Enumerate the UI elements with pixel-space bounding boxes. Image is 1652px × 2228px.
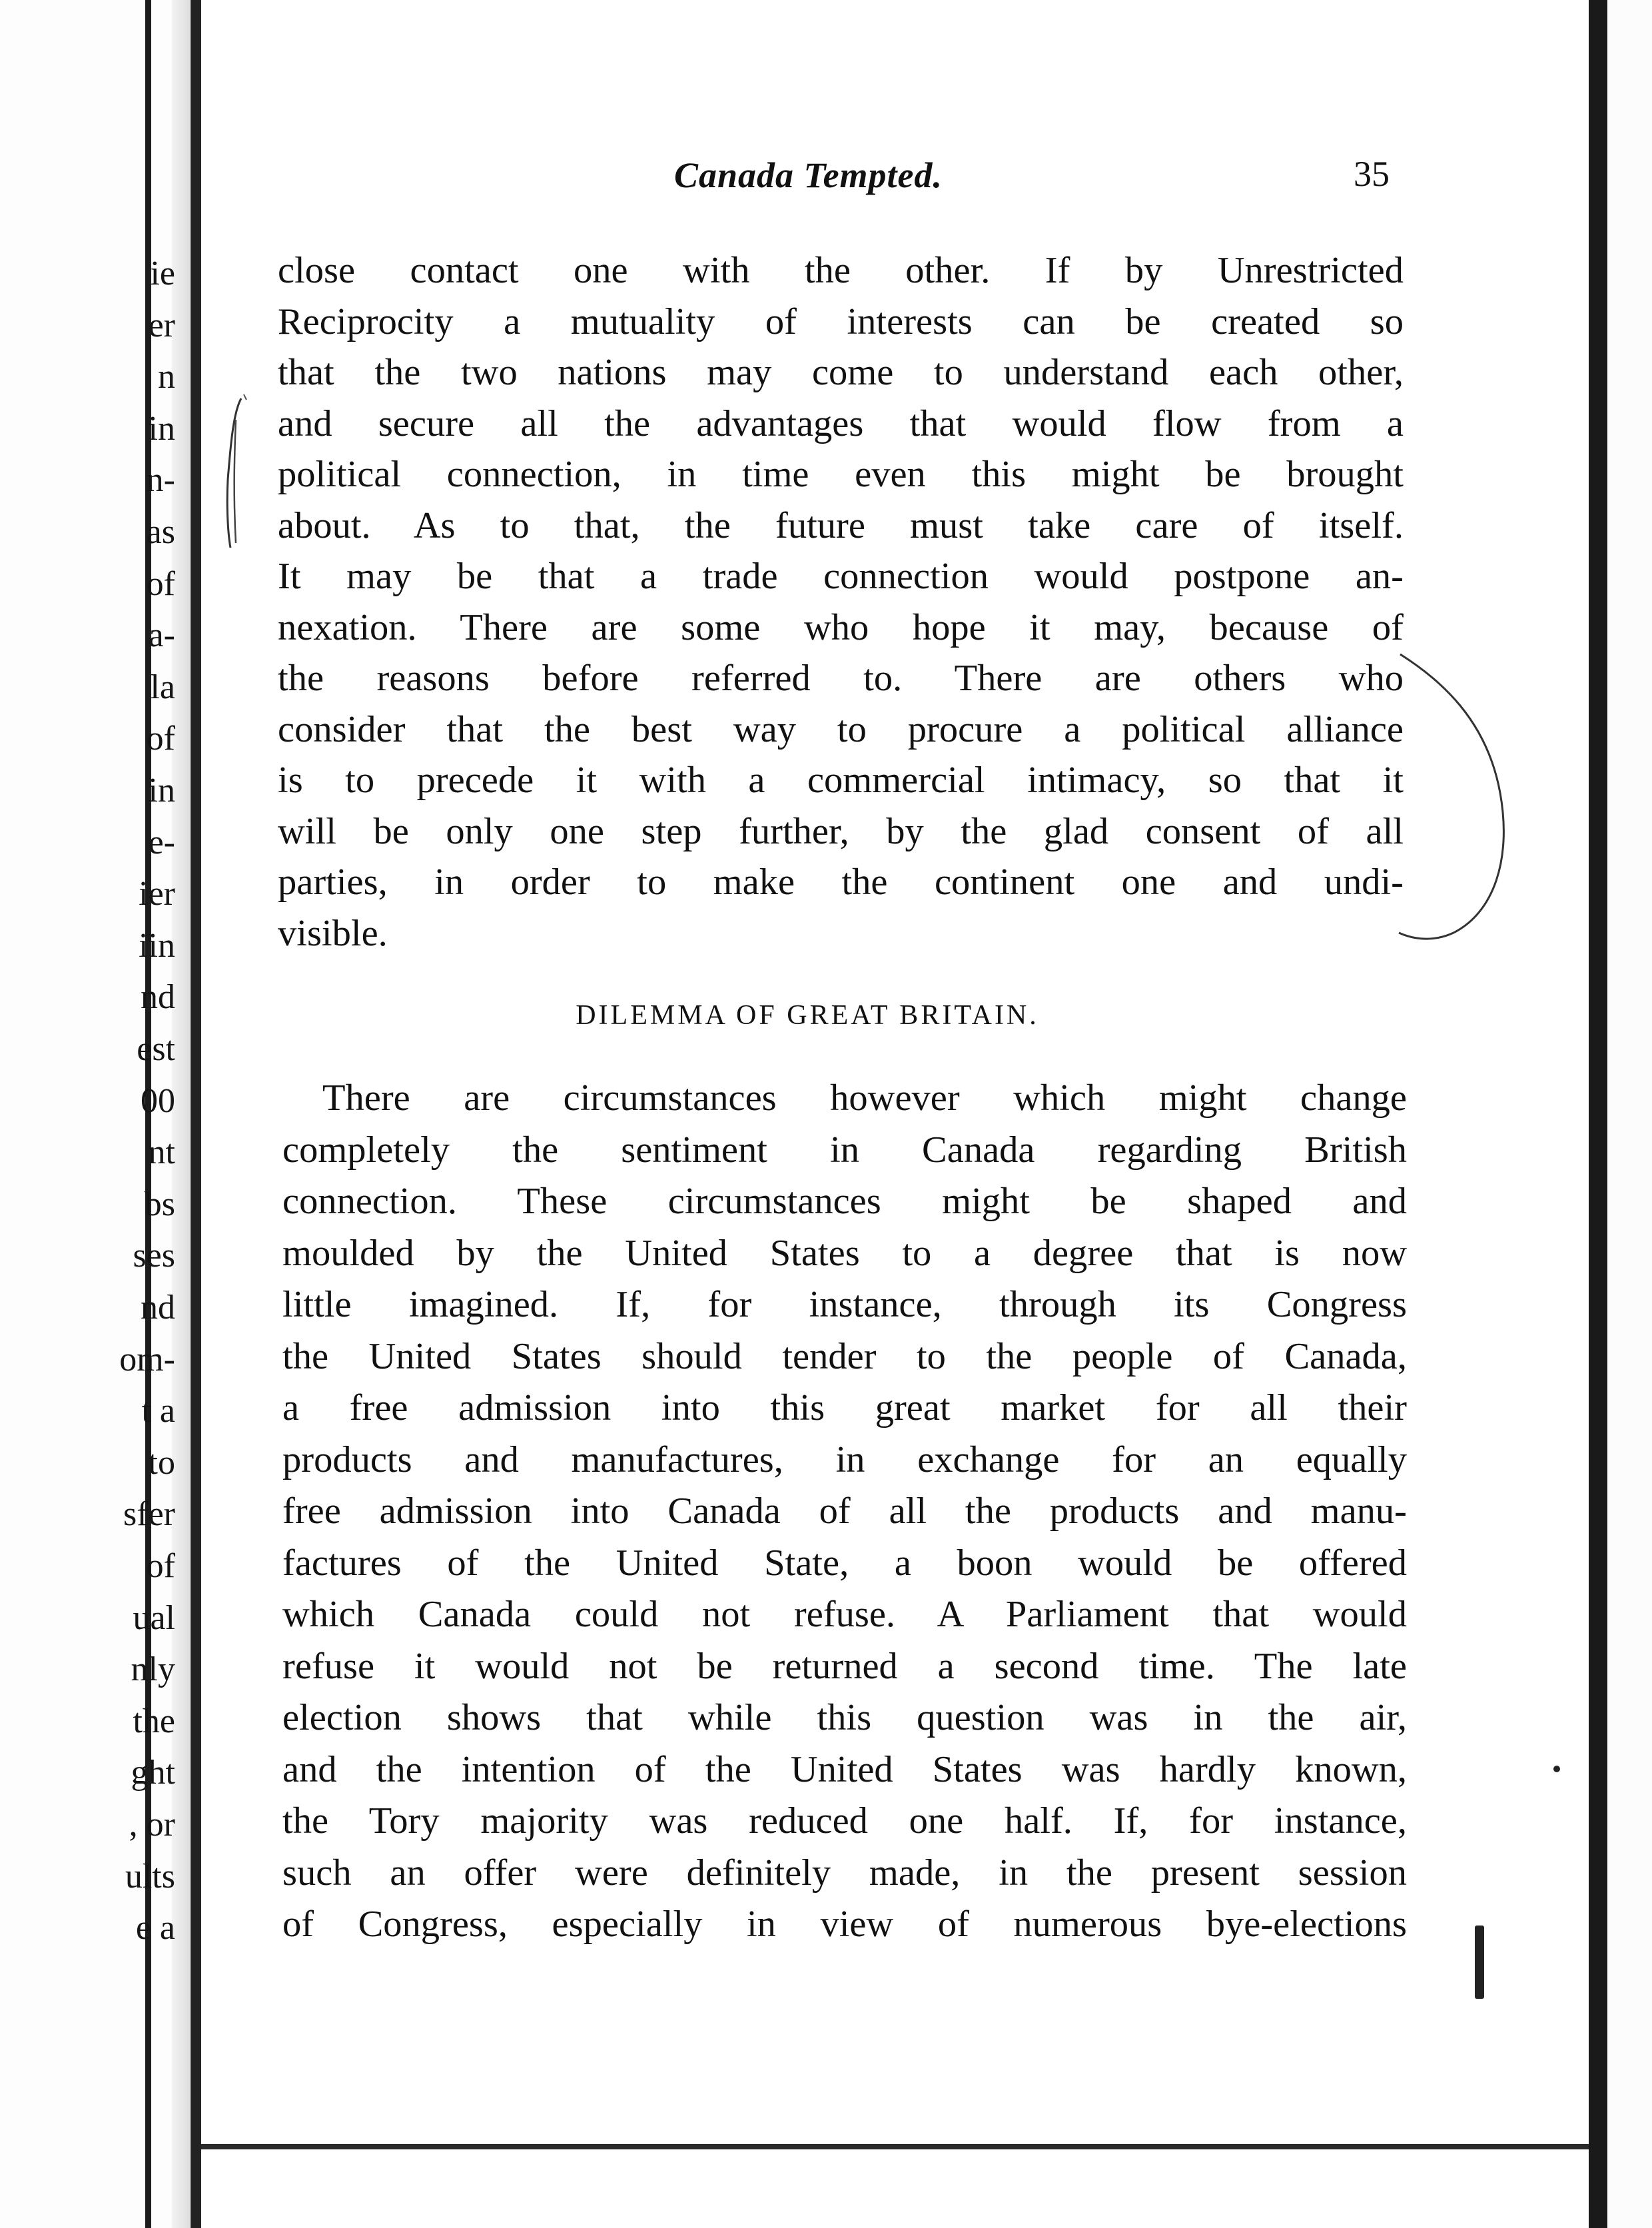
text-line: nexation. There are some who hope it may, because of (278, 606, 1404, 648)
facing-page-line-fragment: of (146, 720, 175, 758)
facing-page-line-fragment: nd (141, 978, 175, 1017)
facing-page-line-fragment: t a (141, 1392, 175, 1430)
book-page (201, 0, 1589, 2144)
text-line: Reciprocity a mutuality of interests can be created so (278, 300, 1404, 342)
paragraph-2 (282, 1073, 1407, 1951)
text-line: that the two nations may come to understand each other, (278, 352, 1404, 393)
facing-page-line-fragment: of (146, 564, 175, 603)
text-line: and secure all the advantages that would flow from a (278, 402, 1404, 444)
facing-page-line-fragment: the (133, 1702, 175, 1740)
facing-page-line-fragment: nt (148, 1133, 175, 1172)
text-line: will be only one step further, by the glad consent of all (278, 810, 1404, 852)
facing-page-line-fragment: ier (139, 875, 175, 913)
text-line: connection. These circumstances might be shaped and (282, 1181, 1407, 1222)
facing-page-fragment (0, 0, 190, 2228)
facing-page-line-fragment: as (146, 513, 175, 551)
text-line: visible. (278, 912, 388, 954)
facing-page-line-fragment: a- (148, 616, 175, 655)
facing-page-line-fragment: est (137, 1030, 175, 1068)
book-gutter (191, 0, 201, 2228)
facing-page-line-fragment: ie (150, 255, 175, 292)
scan-margin (1607, 0, 1652, 2228)
facing-page-line-fragment: of (146, 1547, 175, 1585)
margin-pencil-mark (221, 393, 248, 553)
facing-page-line-fragment: 00 (141, 1081, 175, 1120)
text-line: There are circumstances however which might change (322, 1077, 1407, 1119)
facing-page-line-fragment: bs (144, 1185, 175, 1223)
text-line: the United States should tender to the people of Canada, (282, 1335, 1407, 1377)
text-line: little imagined. If, for instance, through its Congress (282, 1284, 1407, 1325)
facing-page-line-fragment: in (148, 409, 175, 448)
page-right-edge (1589, 0, 1607, 2228)
facing-page-line-fragment: n (158, 358, 175, 396)
facing-page-line-fragment: n- (146, 461, 175, 500)
text-line: and the intention of the United States was hardly known, (282, 1748, 1407, 1790)
text-line: products and manufactures, in exchange for an equally (282, 1438, 1407, 1480)
text-line: election shows that while this question was in the air, (282, 1697, 1407, 1738)
facing-page-line-fragment: ults (125, 1857, 175, 1896)
paragraph-1 (278, 245, 1404, 959)
text-line: factures of the United State, a boon would be offered (282, 1542, 1407, 1584)
facing-page-line-fragment: om- (119, 1340, 175, 1379)
text-line: free admission into Canada of all the products and manu- (282, 1490, 1407, 1532)
facing-page-line-fragment: in (148, 772, 175, 810)
text-line: such an offer were definitely made, in the present session (282, 1852, 1407, 1894)
text-line: completely the sentiment in Canada regarding British (282, 1129, 1407, 1171)
facing-page-line-fragment: e- (148, 823, 175, 861)
text-line: a free admission into this great market for all their (282, 1387, 1407, 1428)
facing-page-line-fragment: iin (139, 926, 175, 965)
text-line: the reasons before referred to. There are others who (278, 658, 1404, 699)
running-header (201, 154, 1390, 201)
facing-page-line-fragment: ght (131, 1754, 175, 1792)
text-line: is to precede it with a commercial intimacy, so that it (278, 760, 1404, 801)
text-line: refuse it would not be returned a second time. The late (282, 1645, 1407, 1687)
facing-page-line-fragment: , or (129, 1806, 175, 1844)
facing-page-line-fragment: nly (131, 1650, 175, 1689)
margin-bracket-mark (1394, 653, 1513, 946)
text-line: moulded by the United States to a degree that is now (282, 1232, 1407, 1274)
page-speck (1553, 1766, 1560, 1772)
ink-bar-mark (1475, 1926, 1484, 1999)
text-line: parties, in order to make the continent one and undi- (278, 861, 1404, 903)
facing-page-line-fragment: to (148, 1443, 175, 1482)
section-heading: DILEMMA OF GREAT BRITAIN. (576, 1000, 1039, 1031)
text-line: of Congress, especially in view of numerous bye-elections (282, 1904, 1407, 1945)
page-number: 35 (1354, 154, 1390, 194)
running-title: Canada Tempted. (674, 155, 943, 195)
text-line: consider that the best way to procure a political alliance (278, 708, 1404, 750)
facing-page-line-fragment: ses (133, 1237, 175, 1275)
text-line: the Tory majority was reduced one half. If, for instance, (282, 1800, 1407, 1842)
facing-page-line-fragment: sfer (123, 1495, 175, 1534)
text-line: It may be that a trade connection would postpone an- (278, 556, 1404, 597)
facing-page-line-fragment: e a (135, 1909, 175, 1948)
text-line: close contact one with the other. If by Unrestricted (278, 250, 1404, 291)
facing-page-line-fragment: la (150, 668, 175, 706)
facing-page-line-fragment: er (148, 306, 175, 344)
facing-page-line-fragment: nd (141, 1289, 175, 1327)
text-line: which Canada could not refuse. A Parliament that would (282, 1594, 1407, 1635)
text-line: about. As to that, the future must take care of itself. (278, 504, 1404, 546)
text-line: political connection, in time even this might be brought (278, 454, 1404, 495)
facing-page-line-fragment: ual (133, 1598, 175, 1637)
page-bottom-edge (201, 2144, 1589, 2149)
